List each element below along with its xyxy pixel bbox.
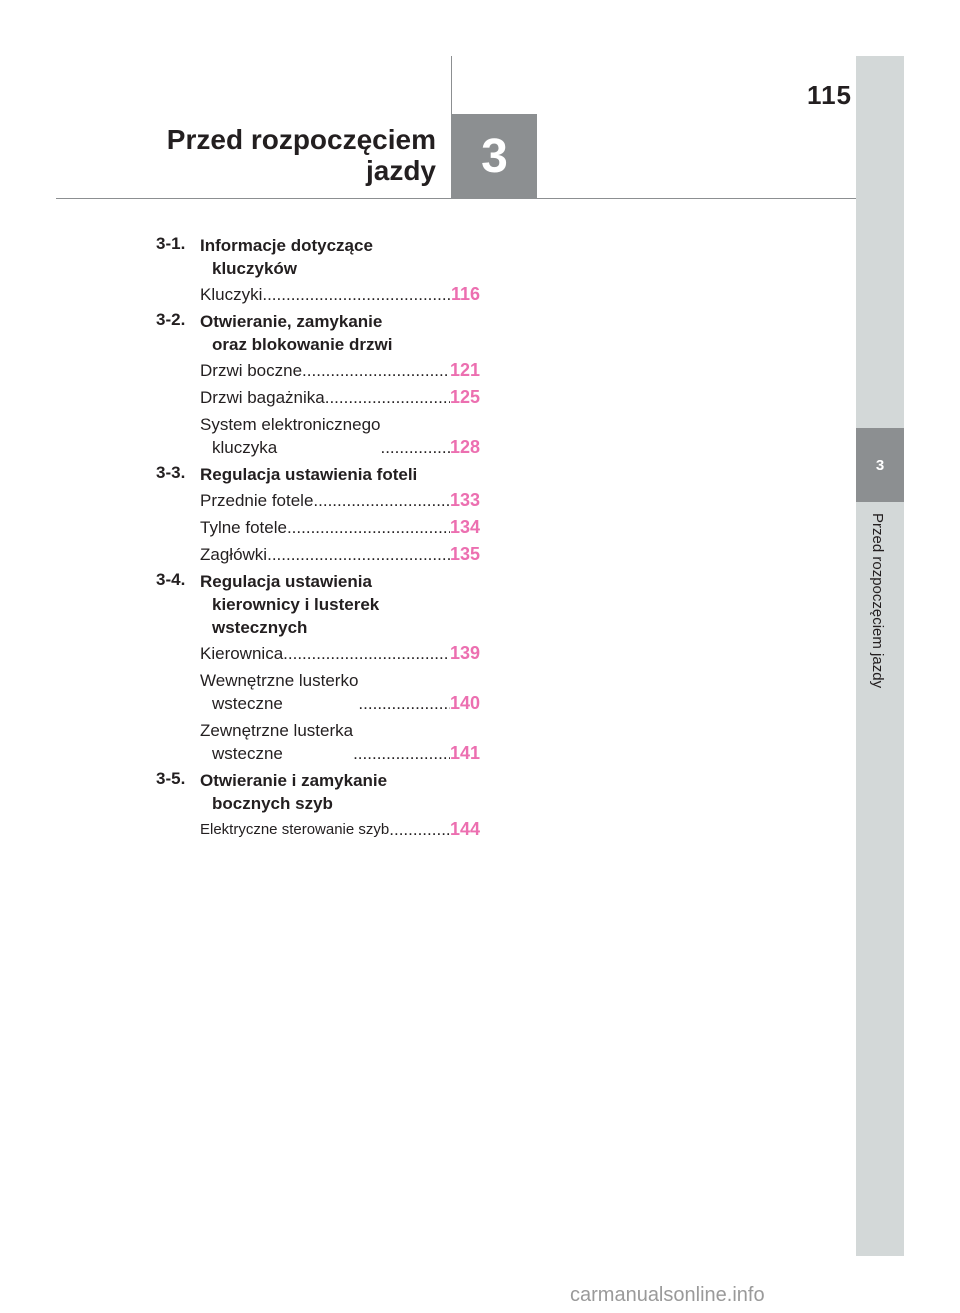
entry-label-line: System elektronicznego	[200, 415, 381, 434]
dot-leader	[325, 386, 450, 409]
entry-label: Kierownica	[200, 644, 284, 663]
dot-leader	[358, 692, 450, 715]
chapter-title-line2: jazdy	[365, 155, 436, 186]
entry-label-line: Zewnętrzne lusterka	[200, 721, 354, 740]
entry-label: Tylne fotele	[200, 518, 287, 537]
section-title-line: kluczyków	[212, 259, 298, 278]
entry-page-link[interactable]: 121	[449, 360, 480, 380]
toc-section-3-3	[156, 463, 480, 486]
dot-leader	[262, 283, 451, 306]
entry-page-link[interactable]: 135	[449, 544, 480, 564]
section-title-line: kierownicy i lusterek	[212, 595, 380, 614]
toc-section-3-5	[156, 769, 480, 815]
toc-entry-kluczyki[interactable]	[200, 283, 480, 306]
entry-label: Elektryczne sterowanie szyb	[200, 821, 390, 838]
section-number: 3-4.	[156, 570, 186, 589]
toc-entry-drzwi-boczne[interactable]	[200, 359, 480, 382]
dot-leader	[283, 642, 450, 665]
toc-entry-zewnetrzne-lusterka[interactable]	[200, 719, 480, 765]
section-title	[200, 570, 480, 639]
entry-label-line: Wewnętrzne lusterko	[200, 671, 359, 690]
section-title	[200, 769, 480, 815]
toc-section-3-1	[156, 234, 480, 280]
page-number: 115	[807, 80, 852, 110]
entry-page-link[interactable]: 139	[449, 643, 480, 663]
entry-label: Drzwi boczne	[200, 361, 303, 380]
section-title-line: Regulacja ustawienia	[200, 572, 372, 591]
dot-leader	[267, 543, 450, 566]
section-number: 3-2.	[156, 310, 186, 329]
dot-leader	[287, 516, 450, 539]
side-chapter-label: Przed rozpoczęciem jazdy	[869, 513, 886, 689]
table-of-contents	[156, 234, 480, 845]
entry-page-link[interactable]: 144	[449, 819, 480, 839]
dot-leader	[389, 818, 450, 841]
section-number: 3-5.	[156, 769, 186, 788]
section-title-line: oraz blokowanie drzwi	[212, 335, 393, 354]
section-number: 3-1.	[156, 234, 186, 253]
section-title-line: Informacje dotyczące	[200, 236, 373, 255]
entry-label-line: wsteczne	[212, 744, 283, 763]
entry-label	[200, 669, 358, 715]
toc-entry-wewnetrzne-lusterko[interactable]	[200, 669, 480, 715]
section-title	[200, 310, 480, 356]
entry-label-line: wsteczne	[212, 694, 283, 713]
toc-entry-drzwi-bagaznika[interactable]	[200, 386, 480, 409]
toc-section-3-4	[156, 570, 480, 639]
side-chapter-tab[interactable]: 3	[856, 428, 904, 502]
entry-label: Zagłówki	[200, 545, 268, 564]
entry-label: Przednie fotele	[200, 491, 314, 510]
dot-leader	[302, 359, 450, 382]
entry-page-link[interactable]: 141	[449, 743, 480, 763]
header-horizontal-rule	[56, 198, 858, 199]
dot-leader	[380, 436, 449, 459]
entry-page-link[interactable]: 133	[449, 490, 480, 510]
watermark: carmanualsonline.info	[570, 1284, 765, 1306]
toc-entry-tylne-fotele[interactable]	[200, 516, 480, 539]
toc-entry-kierownica[interactable]	[200, 642, 480, 665]
section-title	[200, 234, 480, 280]
dot-leader	[313, 489, 450, 512]
entry-label: Kluczyki	[200, 285, 263, 304]
entry-label	[200, 413, 380, 459]
entry-page-link[interactable]: 125	[449, 387, 480, 407]
dot-leader	[353, 742, 450, 765]
section-number: 3-3.	[156, 463, 186, 482]
section-title-line: bocznych szyb	[212, 794, 333, 813]
entry-label-line: kluczyka	[212, 438, 278, 457]
toc-entry-system-kluczyka[interactable]	[200, 413, 480, 459]
toc-section-3-2	[156, 310, 480, 356]
section-title-line: Otwieranie, zamykanie	[200, 312, 383, 331]
chapter-title	[140, 124, 436, 186]
entry-label: Drzwi bagażnika	[200, 388, 325, 407]
entry-page-link[interactable]: 128	[449, 437, 480, 457]
section-title-line: Otwieranie i zamykanie	[200, 771, 388, 790]
toc-entry-elektryczne-szyby[interactable]	[200, 818, 480, 841]
chapter-title-line1: Przed rozpoczęciem	[166, 124, 436, 155]
chapter-number-box: 3	[452, 114, 537, 198]
entry-page-link[interactable]: 116	[450, 284, 480, 304]
toc-entry-zaglowki[interactable]	[200, 543, 480, 566]
section-title-line: wstecznych	[212, 618, 308, 637]
entry-page-link[interactable]: 140	[449, 693, 480, 713]
entry-page-link[interactable]: 134	[449, 517, 480, 537]
section-title	[200, 463, 480, 486]
section-title-line: Regulacja ustawienia foteli	[200, 465, 418, 484]
entry-label	[200, 719, 353, 765]
toc-entry-przednie-fotele[interactable]	[200, 489, 480, 512]
